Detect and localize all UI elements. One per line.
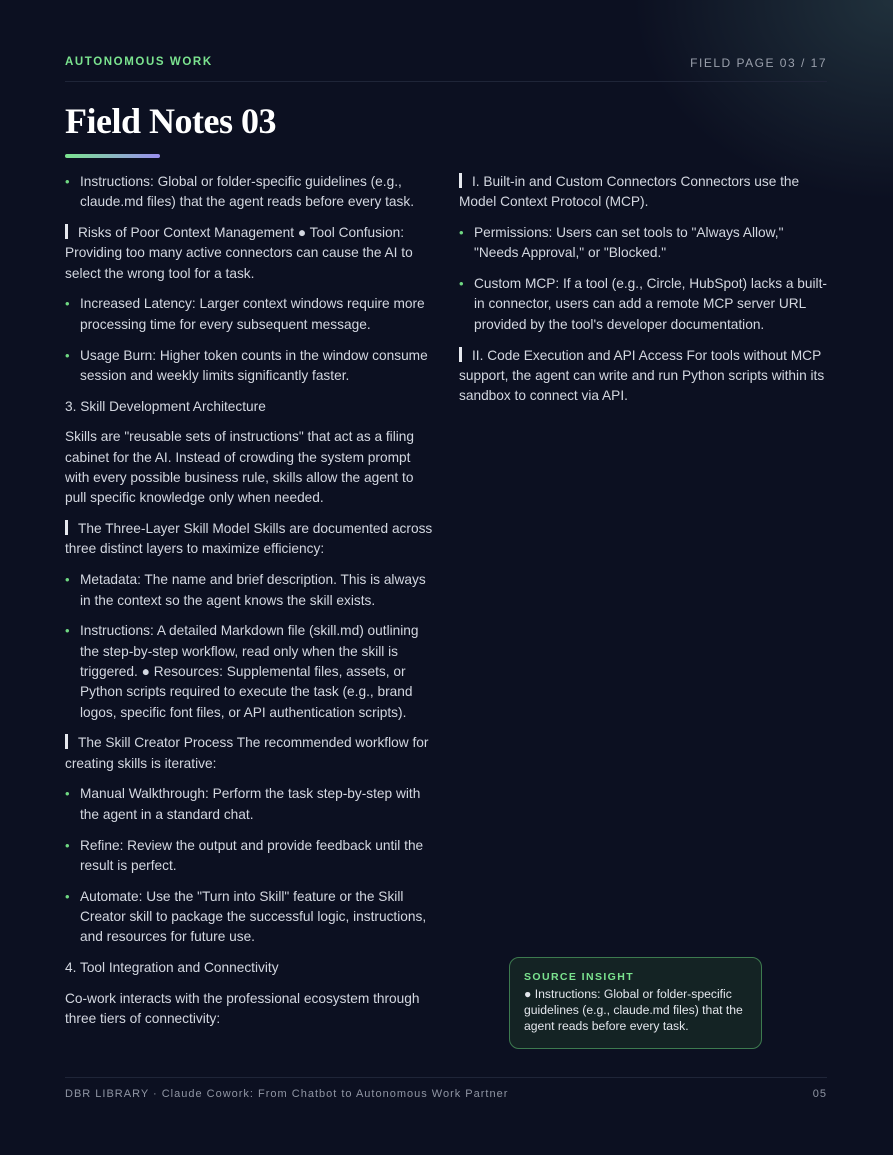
- insight-label: SOURCE INSIGHT: [524, 971, 635, 983]
- section-kicker: AUTONOMOUS WORK: [65, 56, 213, 68]
- list-item: [65, 172, 433, 213]
- list-item: [459, 223, 829, 264]
- heading-bar-icon: [65, 734, 68, 749]
- footer-divider: [65, 1077, 827, 1078]
- block-text: I. Built-in and Custom Connectors Connectors use the Model Context Protocol (MCP).: [459, 174, 800, 210]
- subsection-heading: [65, 733, 433, 774]
- block-text: The Skill Creator Process The recommended workflow for creating skills is iterative:: [65, 735, 429, 771]
- block-text: Increased Latency: Larger context windows require more processing time for every subsequent message.: [80, 296, 425, 332]
- block-text: 4. Tool Integration and Connectivity: [65, 960, 279, 975]
- block-text: Automate: Use the "Turn into Skill" feature or the Skill Creator skill to package the successful logic, instructions, and resources for future use.: [80, 888, 427, 945]
- block-text: Instructions: Global or folder-specific guidelines (e.g., claude.md files) that the agent reads before every task.: [80, 174, 415, 210]
- list-item: [459, 274, 829, 335]
- heading-bar-icon: [459, 347, 462, 362]
- block-text: Skills are "reusable sets of instructions" that act as a filing cabinet for the AI. Instead of crowding the system prompt with every possible business rule, skills allow the agent to pull specific knowledge only when needed.: [65, 429, 415, 506]
- subsection-heading: [459, 172, 829, 213]
- list-item: [65, 784, 433, 825]
- bullet-icon: •: [65, 572, 70, 588]
- footer-title: DBR LIBRARY · Claude Cowork: From Chatbot to Autonomous Work Partner: [65, 1088, 509, 1100]
- heading-bar-icon: [65, 224, 68, 239]
- block-text: Risks of Poor Context Management ● Tool Confusion: Providing too many active connectors can cause the AI to select the wrong tool for a task.: [65, 225, 413, 281]
- bullet-icon: •: [65, 296, 70, 312]
- block-text: Co-work interacts with the professional ecosystem through three tiers of connectivity:: [65, 990, 420, 1027]
- list-item: [65, 294, 433, 335]
- bullet-icon: •: [459, 225, 464, 241]
- block-text: Instructions: A detailed Markdown file (skill.md) outlining the step-by-step workflow, read only when the skill is triggered. ● Resources: Supplemental files, assets, or Python scripts required to execute the task (e.g., brand logos, specific font files, or API authentication scripts).: [80, 623, 419, 720]
- paragraph: [65, 958, 433, 978]
- page-label: FIELD PAGE 03 / 17: [690, 56, 827, 70]
- list-item: [65, 887, 433, 948]
- block-text: The Three-Layer Skill Model Skills are documented across three distinct layers to maximize efficiency:: [65, 521, 433, 557]
- bullet-icon: •: [65, 837, 70, 853]
- list-item: [65, 621, 433, 722]
- right-column: [459, 172, 829, 417]
- list-item: [65, 836, 433, 877]
- block-text: Custom MCP: If a tool (e.g., Circle, HubSpot) lacks a built-in connector, users can add a remote MCP server URL provided by the tool's developer documentation.: [474, 276, 827, 332]
- block-text: Manual Walkthrough: Perform the task step-by-step with the agent in a standard chat.: [80, 786, 421, 822]
- footer-page-number: 05: [812, 1088, 827, 1100]
- insight-text: ● Instructions: Global or folder-specific guidelines (e.g., claude.md files) that the agent reads before every task.: [524, 987, 743, 1033]
- bullet-icon: •: [65, 786, 70, 802]
- block-text: Permissions: Users can set tools to "Always Allow," "Needs Approval," or "Blocked.": [474, 225, 784, 261]
- paragraph: [65, 989, 433, 1030]
- page-title: Field Notes 03: [65, 101, 276, 141]
- list-item: [65, 570, 433, 611]
- bullet-icon: •: [459, 276, 464, 292]
- block-text: 3. Skill Development Architecture: [65, 398, 266, 414]
- block-text: Usage Burn: Higher token counts in the window consume session and weekly limits significantly faster.: [80, 347, 428, 383]
- bullet-icon: •: [65, 174, 70, 189]
- paragraph: [65, 397, 433, 417]
- list-item: [65, 346, 433, 387]
- bullet-icon: •: [65, 888, 70, 904]
- block-text: Refine: Review the output and provide feedback until the result is perfect.: [80, 837, 424, 873]
- paragraph: [65, 427, 433, 508]
- subsection-heading: [65, 519, 433, 560]
- bullet-icon: •: [65, 347, 70, 363]
- left-column: [65, 172, 433, 1040]
- bullet-icon: •: [65, 623, 70, 639]
- heading-bar-icon: [65, 520, 68, 535]
- header-divider: [65, 81, 827, 82]
- block-text: Metadata: The name and brief description. This is always in the context so the agent knows the skill exists.: [80, 572, 426, 608]
- subsection-heading: [459, 346, 829, 407]
- heading-bar-icon: [459, 173, 462, 188]
- source-insight-callout: [509, 957, 762, 1049]
- title-underline: [65, 154, 160, 158]
- block-text: II. Code Execution and API Access For tools without MCP support, the agent can write and run Python scripts within its sandbox to connect via API.: [459, 347, 825, 404]
- subsection-heading: [65, 223, 433, 284]
